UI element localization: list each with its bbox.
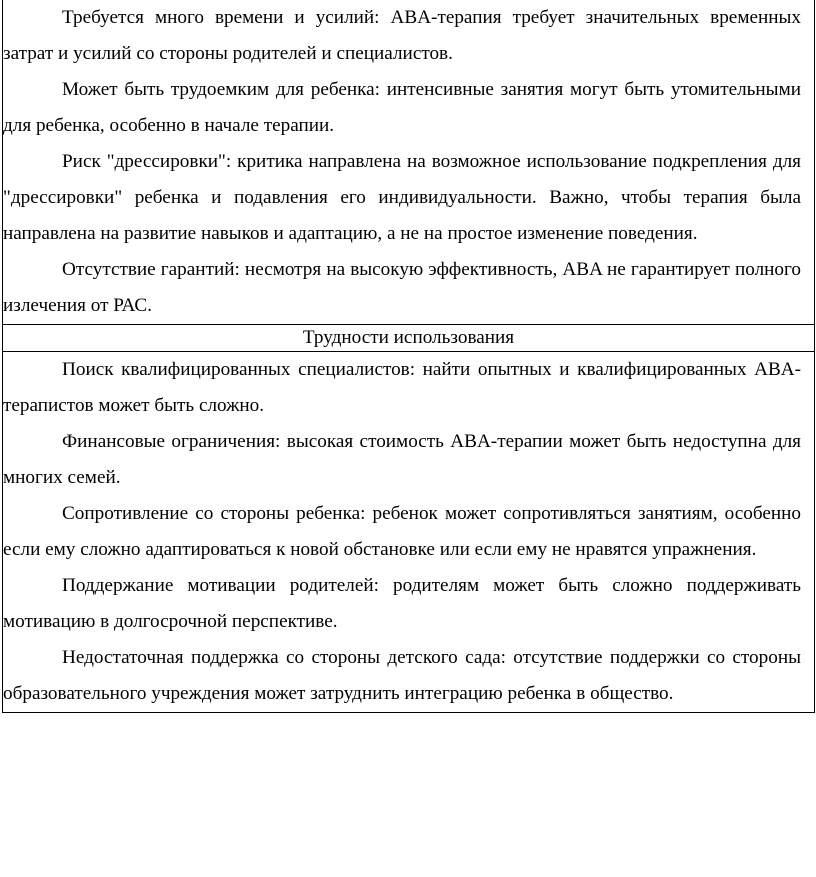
paragraph-child-workload: Может быть трудоемким для ребенка: интенсивные занятия могут быть утомительными для ребенка, особенно в начале терапии.	[3, 79, 801, 136]
paragraph-kindergarten-support: Недостаточная поддержка со стороны детского сада: отсутствие поддержки со стороны образовательного учреждения может затруднить интеграцию ребенка в общество.	[3, 647, 801, 704]
section-title: Трудности использования	[302, 327, 515, 348]
paragraph-parent-motivation: Поддержание мотивации родителей: родителям может быть сложно поддерживать мотивацию в долгосрочной перспективе.	[3, 575, 801, 632]
paragraph-training-risk: Риск "дрессировки": критика направлена на возможное использование подкрепления для "дрессировки" ребенка и подавления его индивидуальности. Важно, чтобы терапия была направлена на развитие навыков и адаптацию, а не на простое изменение поведения.	[3, 151, 801, 244]
document-table	[2, 0, 815, 713]
paragraph-child-resistance: Сопротивление со стороны ребенка: ребенок может сопротивляться занятиям, особенно если ему сложно адаптироваться к новой обстановке или если ему не нравятся упражнения.	[3, 503, 801, 560]
paragraph-financial-limits: Финансовые ограничения: высокая стоимость ABA-терапии может быть недоступна для многих семей.	[3, 431, 801, 488]
table-header-cell	[3, 325, 815, 352]
paragraph-time-effort: Требуется много времени и усилий: ABA-терапия требует значительных временных затрат и усилий со стороны родителей и специалистов.	[3, 7, 801, 64]
table-cell-difficulties	[3, 352, 815, 713]
table-row	[3, 325, 815, 352]
table-row	[3, 352, 815, 713]
table-row	[3, 0, 815, 325]
paragraph-find-specialists: Поиск квалифицированных специалистов: найти опытных и квалифицированных ABA-терапистов может быть сложно.	[3, 359, 801, 416]
paragraph-no-guarantee: Отсутствие гарантий: несмотря на высокую эффективность, ABA не гарантирует полного излечения от РАС.	[3, 259, 801, 316]
table-cell-disadvantages	[3, 0, 815, 325]
